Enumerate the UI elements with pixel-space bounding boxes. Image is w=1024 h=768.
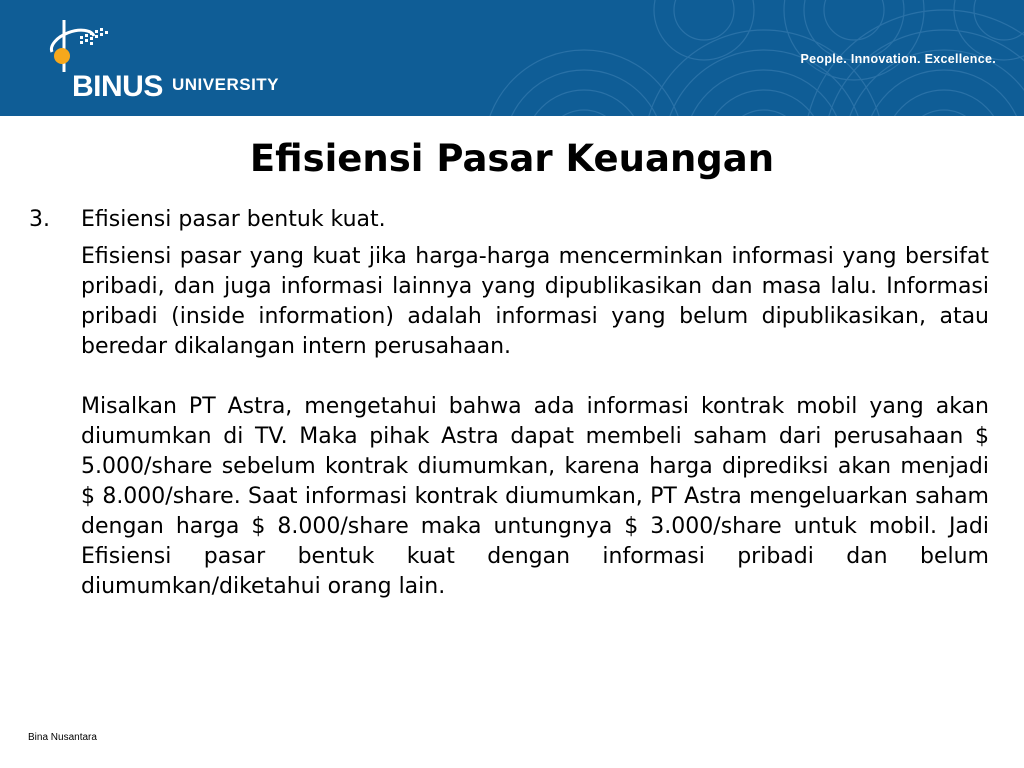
logo-brand-text: BINUS bbox=[72, 70, 163, 103]
paragraph-example: Misalkan PT Astra, mengetahui bahwa ada informasi kontrak mobil yang akan diumumkan di TV. Maka pihak Astra dapat membeli saham dari perusahaan $ 5.000/share sebelum kontrak diumumkan, karena harga diprediksi akan menjadi $ 8.000/share. Saat informasi kontrak diumumkan, PT Astra mengeluarkan saham dengan harga $ 8.000/share maka untungnya $ 3.000/share untuk mobil. Jadi Efisiensi pasar bentuk kuat dengan informasi pribadi dan belum diumumkan/diketahui orang lain. bbox=[81, 394, 989, 599]
numbered-item bbox=[29, 205, 989, 235]
binus-logo[interactable] bbox=[22, 14, 312, 104]
paragraph-definition: Efisiensi pasar yang kuat jika harga-harga mencerminkan informasi yang bersifat pribadi, dan juga informasi lainnya yang dipublikasikan dan masa lalu. Informasi pribadi (inside information) adalah informasi yang belum dipublikasikan, atau beredar dikalangan intern perusahaan. bbox=[81, 244, 989, 359]
logo-university-text: UNIVERSITY bbox=[172, 75, 280, 94]
item-number: 3. bbox=[29, 207, 50, 232]
item-heading: Efisiensi pasar bentuk kuat. bbox=[81, 207, 386, 232]
slide-title: Efisiensi Pasar Keuangan bbox=[249, 137, 775, 180]
slide-body bbox=[29, 205, 989, 602]
footer-text: Bina Nusantara bbox=[28, 732, 97, 743]
tagline: People. Innovation. Excellence. bbox=[800, 52, 996, 66]
header-bar bbox=[0, 0, 1024, 116]
